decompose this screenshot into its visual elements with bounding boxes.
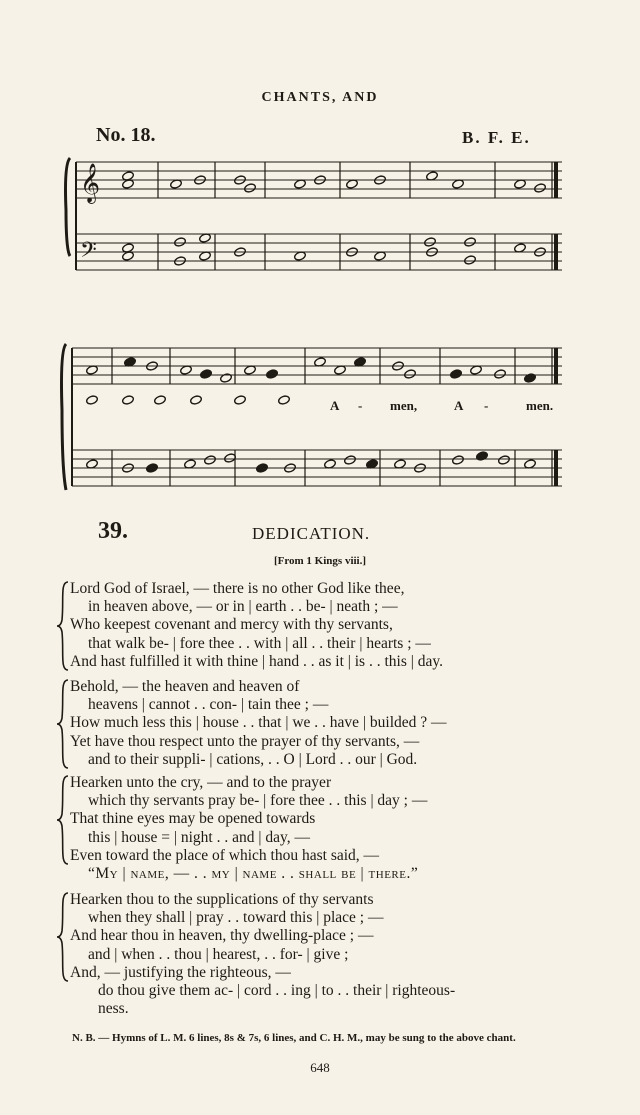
chant-lyric: men, [390,398,418,413]
note-head [424,237,437,248]
stanza-line: and | when . . thou | hearest, . . for- | give ; [88,945,349,963]
chant-score [0,150,640,510]
stanza-line: And hast fulfilled it with thine | hand . . as it | is . . this | day. [70,652,443,670]
stanza-brace [56,678,70,770]
stanza-2 [70,678,590,769]
chant-lyric: - [358,398,363,413]
tune-number: No. 18. [96,124,156,146]
note-head [452,455,465,466]
hymn-source: [From 1 Kings viii.] [273,555,367,567]
note-head [450,369,463,380]
stanza-line: Yet have thou respect unto the prayer of thy servants, — [70,732,420,750]
stanza-4 [70,891,590,1018]
stanza-line: which thy servants pray be- | fore thee . . this | day ; — [88,792,428,810]
hymn-title: DEDICATION. [252,524,371,543]
note-head [220,373,233,384]
chant-lyric: men. [526,398,554,413]
stanza-line: That thine eyes may be opened towards [70,810,316,828]
stanza-line: Hearken thou to the supplications of thy servants [70,891,374,908]
stanza-line: Hearken unto the cry, — and to the prayer [70,774,332,791]
bass-clef-icon: 𝄢 [80,238,97,267]
note-head [190,395,203,406]
note-head [266,369,279,380]
note-head [146,463,159,474]
stanza-line: and to their suppli- | cations, . . O | Lord . . our | God. [88,750,418,768]
note-head [256,463,269,474]
stanza-line: do thou give them ac- | cord . . ing | to . . their | righteous- [98,982,456,1000]
chant-lyric: A [454,398,464,413]
note-head [476,451,489,462]
note-head [404,369,417,380]
note-head [464,255,477,266]
stanza-line: Even toward the place of which thou hast said, — [70,846,380,864]
note-head [464,237,477,248]
note-head [494,369,507,380]
final-barline [554,348,558,384]
stanza-line: heavens | cannot . . con- | tain thee ; — [88,696,329,714]
stanza-line: this | house = | night . . and | day, — [88,828,310,846]
final-barline [554,450,558,486]
chant-lyric: A [330,398,340,413]
stanza-line: Behold, — the heaven and heaven of [70,678,300,695]
stanza-line: “My | name, — . . my | name . . shall be | there.” [88,865,419,883]
page-number: 648 [310,1060,330,1075]
note-head [86,395,99,406]
note-head [122,395,135,406]
system-bracket [66,158,71,256]
note-head [498,455,511,466]
note-head [234,395,247,406]
stanza-line: And hear thou in heaven, thy dwelling-place ; — [70,927,374,945]
note-head [154,395,167,406]
stanza-line: that walk be- | fore thee . . with | all . . their | hearts ; — [88,634,431,652]
running-head: CHANTS, AND [261,90,379,105]
stanza-brace [56,580,70,672]
note-head [200,369,213,380]
note-head [174,237,187,248]
system-bracket [62,344,67,490]
stanza-line: How much less this | house . . that | we . . have | builded ? — [70,714,447,732]
note-head [244,183,257,194]
note-head [344,455,357,466]
chant-lyric: - [484,398,489,413]
footnote: N. B. — Hymns of L. M. 6 lines, 8s & 7s, 6 lines, and C. H. M., may be sung to the above chant. [72,1032,516,1044]
note-head [534,183,547,194]
stanza-1 [70,580,590,671]
stanza-3 [70,774,590,883]
note-head [204,455,217,466]
treble-clef-icon: 𝄞 [80,165,101,202]
stanza-line: when they shall | pray . . toward this | place ; — [88,909,384,927]
tune-composer: B. F. E. [462,128,531,147]
final-barline [554,234,558,270]
stanza-line: Lord God of Israel, — there is no other God like thee, [70,580,405,597]
stanza-line: And, — justifying the righteous, — [70,963,291,981]
hymn-number: 39. [98,518,128,544]
stanza-line: Who keepest covenant and mercy with thy servants, [70,616,393,634]
final-barline [554,162,558,198]
stanza-line: in heaven above, — or in | earth . . be- | neath ; — [88,598,398,616]
stanza-brace [56,774,70,866]
note-head [278,395,291,406]
stanza-line: ness. [98,1000,129,1018]
stanza-brace [56,891,70,983]
note-head [524,373,537,384]
